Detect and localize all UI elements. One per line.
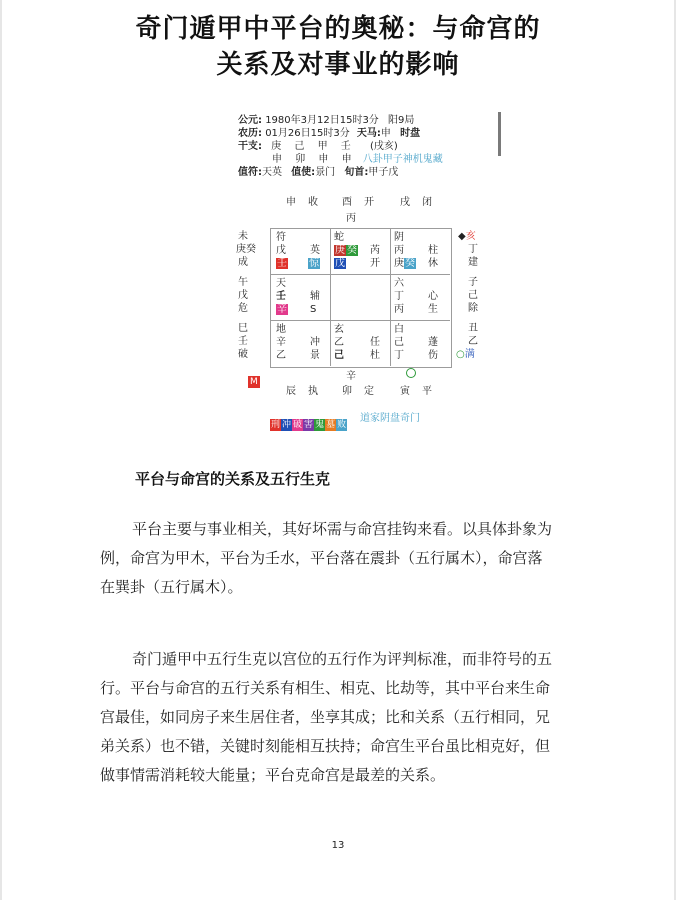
scrollbar[interactable] bbox=[498, 112, 501, 156]
palace-grid bbox=[270, 228, 452, 368]
palace-star: 心 bbox=[428, 291, 438, 302]
page-number: 13 bbox=[331, 840, 345, 851]
palace-stem: 己 bbox=[334, 350, 344, 361]
paragraph-line: 弟关系）也不错，关键时刻能相互扶持；命宫生平台虽比相克好，但 bbox=[100, 737, 551, 755]
page-title-line2: 关系及对事业的影响 bbox=[216, 50, 460, 80]
palace-god: 六 bbox=[394, 278, 404, 289]
zhifu-row: 值符:天英 值使:景门 旬首:甲子戊 bbox=[238, 167, 399, 178]
legend: 刑 冲 破 害 鬼 墓 败 bbox=[271, 420, 347, 430]
palace-door: S bbox=[310, 304, 317, 315]
right-stem-2: 己 bbox=[468, 290, 478, 301]
right-branch-hai: ◆亥 bbox=[458, 231, 476, 242]
dir-xu: 戌 bbox=[400, 197, 410, 208]
palace-star: 冲 bbox=[310, 337, 320, 348]
paragraph-2 bbox=[100, 645, 588, 790]
paragraph-line: 例，命宫为甲木，平台为壬水，平台落在震卦（五行属木），命宫落 bbox=[100, 549, 543, 567]
dir-shen: 申 bbox=[286, 197, 296, 208]
paragraph-line: 在巽卦（五行属木）。 bbox=[100, 578, 243, 596]
palace-stem: 乙 bbox=[334, 337, 344, 348]
paragraph-line: 奇门遁甲中五行生克以宫位的五行作为评判标准，而非符号的五 bbox=[132, 650, 553, 668]
right-officer-2: 除 bbox=[468, 303, 478, 314]
ganzhi-branch-row: 申 卯 申 申 八卦甲子神机鬼藏 bbox=[272, 154, 443, 165]
palace-door: 休 bbox=[428, 258, 438, 269]
palace-star: 英 bbox=[310, 245, 320, 256]
dir-you: 酉 bbox=[342, 197, 352, 208]
palace-stem: 丙 bbox=[394, 245, 404, 256]
section-heading: 平台与命宫的关系及五行生克 bbox=[135, 470, 331, 488]
palace-door: 伤 bbox=[428, 350, 438, 361]
palace-god: 阴 bbox=[394, 232, 404, 243]
nongli-row: 农历: 01月26日15时3分 天马:申 时盘 bbox=[238, 128, 421, 139]
palace-god: 蛇 bbox=[334, 232, 344, 243]
palace-god: 地 bbox=[276, 324, 286, 335]
dir-ping: 平 bbox=[422, 386, 432, 397]
paragraph-line: 平台主要与事业相关，其好坏需与命宫挂钩来看。以具体卦象为 bbox=[132, 520, 553, 538]
dir-zhi: 执 bbox=[308, 386, 318, 397]
right-officer-3: ○满 bbox=[456, 349, 475, 360]
paragraph-1 bbox=[100, 515, 588, 602]
paragraph-line: 做事情需消耗较大能量；平台克命宫是最差的关系。 bbox=[100, 766, 446, 784]
palace-stem: 乙 bbox=[276, 350, 286, 361]
app-name: 八卦甲子神机鬼藏 bbox=[362, 154, 443, 165]
dir-shou: 收 bbox=[308, 197, 318, 208]
palace-door-hl: 惊 bbox=[309, 258, 319, 269]
left-branch-wei: 未 bbox=[238, 231, 248, 242]
palace-door: 开 bbox=[370, 258, 380, 269]
palace-stem: 辛 bbox=[276, 337, 286, 348]
palace-stem-hl: 壬 bbox=[277, 258, 287, 269]
left-branch-si: 巳 bbox=[238, 323, 248, 334]
right-branch-zi: 子 bbox=[468, 277, 478, 288]
left-stem-3: 壬 bbox=[238, 336, 248, 347]
dir-yin: 寅 bbox=[400, 386, 410, 397]
palace-stem: 丙 bbox=[394, 304, 404, 315]
bottom-stem: 辛 bbox=[346, 371, 356, 382]
paragraph-line: 宫最佳，如同房子来生居住者，坐享其成；比和关系（五行相同，兄 bbox=[100, 708, 551, 726]
right-stem-1: 丁 bbox=[468, 244, 478, 255]
palace-stem: 丁 bbox=[394, 350, 404, 361]
m-badge: M bbox=[250, 377, 258, 387]
dir-ding: 定 bbox=[364, 386, 374, 397]
palace-stem: 己 bbox=[394, 337, 404, 348]
left-officer-3: 破 bbox=[238, 349, 248, 360]
palace-star: 芮 bbox=[370, 245, 380, 256]
palace-star: 任 bbox=[370, 337, 380, 348]
palace-god: 玄 bbox=[334, 324, 344, 335]
palace-stem: 戊 bbox=[276, 245, 286, 256]
right-stem-3: 乙 bbox=[468, 336, 478, 347]
palace-star: 柱 bbox=[428, 245, 438, 256]
page-title-line1: 奇门遁甲中平台的奥秘：与命宫的 bbox=[135, 14, 541, 44]
left-stem-1: 庚癸 bbox=[236, 244, 256, 255]
palace-star: 蓬 bbox=[428, 337, 438, 348]
dir-bi: 闭 bbox=[422, 197, 432, 208]
right-branch-chou: 丑 bbox=[468, 323, 478, 334]
dir-kai: 开 bbox=[364, 197, 374, 208]
left-stem-2: 戊 bbox=[238, 290, 248, 301]
palace-stem-hl: 辛 bbox=[277, 304, 287, 315]
left-officer-1: 成 bbox=[238, 257, 248, 268]
palace-god: 符 bbox=[276, 232, 286, 243]
palace-god: 天 bbox=[276, 278, 286, 289]
palace-stem-hl: 庚癸 bbox=[394, 258, 415, 269]
palace-stem-hl: 戊 bbox=[335, 258, 345, 269]
circle-marker bbox=[406, 368, 416, 378]
palace-stem: 丁 bbox=[394, 291, 404, 302]
palace-door: 景 bbox=[310, 350, 320, 361]
left-officer-2: 危 bbox=[238, 303, 248, 314]
palace-star: 辅 bbox=[310, 291, 320, 302]
palace-door: 生 bbox=[428, 304, 438, 315]
palace-stem: 壬 bbox=[276, 291, 286, 302]
right-officer-1: 建 bbox=[468, 257, 478, 268]
paragraph-line: 行。平台与命宫的五行关系有相生、相克、比劫等，其中平台来生命 bbox=[100, 679, 551, 697]
dir-mao: 卯 bbox=[342, 386, 352, 397]
palace-stem-hl: 庚 癸 bbox=[335, 245, 357, 256]
ganzhi-row: 干支: 庚 己 甲 壬 (戌亥) bbox=[238, 141, 398, 152]
gongyuan-row: 公元: 1980年3月12日15时3分 阳9局 bbox=[238, 115, 415, 126]
dir-chen: 辰 bbox=[286, 386, 296, 397]
top-stem: 丙 bbox=[346, 213, 356, 224]
palace-god: 白 bbox=[394, 324, 404, 335]
qimen-chart bbox=[230, 108, 500, 438]
palace-door: 杜 bbox=[370, 350, 380, 361]
left-branch-wu: 午 bbox=[238, 277, 248, 288]
footer-app-name: 道家阴盘奇门 bbox=[360, 413, 420, 424]
